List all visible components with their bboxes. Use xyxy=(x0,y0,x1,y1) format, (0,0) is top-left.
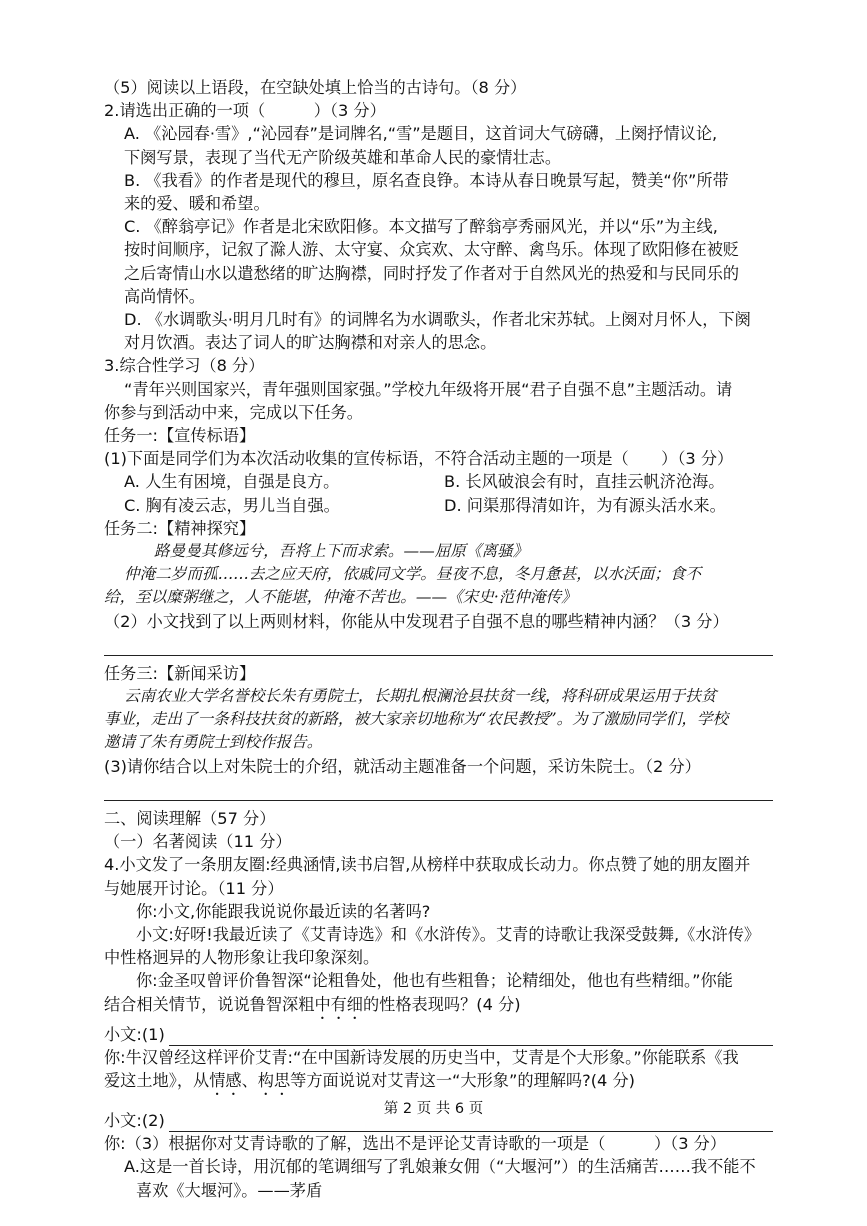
material-2-line2: 给，至以糜粥继之，人不能堪，仲淹不苦也。——《宋史·范仲淹传》 xyxy=(104,588,577,607)
section-2-title: 二、阅读理解（57 分） xyxy=(104,808,276,828)
q2-option-a-line2: 下阕写景，表现了当代无产阶级英雄和革命人民的豪情壮志。 xyxy=(124,147,562,167)
q4-3-option-a-line2: 喜欢《大堰河》。——茅盾 xyxy=(136,1180,323,1200)
q2-option-c-line4: 高尚情怀。 xyxy=(124,286,205,306)
task-2-answer-line[interactable] xyxy=(104,633,773,656)
dialogue-1: 你:小文,你能跟我说说你最近读的名著吗? xyxy=(136,901,431,921)
task-3-question: (3)请你结合以上对朱院士的介绍，就活动主题准备一个问题，采访朱院士。（2 分） xyxy=(104,756,701,776)
question-4-3-stem: 你:（3）根据你对艾青诗歌的了解，选出不是评论艾青诗歌的一项是（ ）（3 分） xyxy=(104,1134,727,1154)
dialogue-3-line2 xyxy=(104,993,773,1023)
answer-2-label: 小文:(2) xyxy=(104,1110,165,1130)
q2-option-b-line2: 来的爱、暖和希望。 xyxy=(124,194,270,214)
material-2-line1: 仲淹二岁而孤……去之应天府，依戚同文学。昼夜不息，冬月惫甚，以水沃面；食不 xyxy=(124,565,701,584)
q3-intro-line1: “青年兴则国家兴，青年强则国家强。”学校九年级将开展“君子自强不息”主题活动。请 xyxy=(124,379,733,399)
dialogue-4-line2 xyxy=(104,1069,773,1099)
q3-intro-line2: 你参与到活动中来，完成以下任务。 xyxy=(104,402,363,422)
news-line2: 事业，走出了一条科技扶贫的新路，被大家亲切地称为“农民教授”。为了激励同学们，学校 xyxy=(104,710,729,729)
question-2-stem: 2.请选出正确的一项（ ）（3 分） xyxy=(104,101,386,121)
page-footer: 第 2 页 共 6 页 xyxy=(383,1101,484,1117)
dialogue-3-text: 结合相关情节，说说鲁智深粗 xyxy=(104,994,315,1014)
task-1-option-a: A. 人生有困境，自强是良方。 xyxy=(124,472,340,492)
answer-1-row xyxy=(104,1023,773,1046)
emphasis-structure: 构思 xyxy=(257,1070,291,1090)
task-1-options-row2 xyxy=(104,494,773,517)
q2-option-a-line1: A. 《沁园春·雪》,“沁园春”是词牌名,“雪”是题目，这首词大气磅礴，上阕抒情议论, xyxy=(124,124,718,144)
q2-option-b-line1: B. 《我看》的作者是现代的穆旦，原名查良铮。本诗从春日晚景写起，赞美“你”所带 xyxy=(124,170,729,190)
task-1-option-d: D. 问渠那得清如许，为有源头活水来。 xyxy=(444,495,726,515)
dialogue-2-line1: 小文:好呀!我最近读了《艾青诗选》和《水浒传》。艾青的诗歌让我深受鼓舞,《水浒传》 xyxy=(136,924,761,944)
news-line3: 邀请了朱有勇院士到校作报告。 xyxy=(104,733,323,752)
q2-option-c-line3: 之后寄情山水以遣愁绪的旷达胸襟，同时抒发了作者对于自然风光的热爱和与民同乐的 xyxy=(124,263,740,283)
emphasis-text: 中有细 xyxy=(314,994,363,1014)
q4-3-option-a-line1: A.这是一首长诗，用沉郁的笔调细写了乳娘兼女佣（“大堰河”）的生活痛苦……我不能不 xyxy=(124,1157,756,1177)
task-1-options-row1 xyxy=(104,470,773,493)
task-3-answer-line[interactable] xyxy=(104,778,773,801)
dialogue-4-sep: 、 xyxy=(241,1070,258,1090)
answer-1-line[interactable] xyxy=(169,1026,773,1046)
task-1-option-b: B. 长风破浪会有时，直挂云帆济沧海。 xyxy=(444,472,725,492)
question-1-5: （5）阅读以上语段，在空缺处填上恰当的古诗句。（8 分） xyxy=(104,78,527,97)
q2-option-d-line1: D. 《水调歌头·明月几时有》的词牌名为水调歌头，作者北宋苏轼。上阕对月怀人，下阕 xyxy=(124,310,751,330)
news-line1: 云南农业大学名誉校长朱有勇院士，长期扎根澜沧县扶贫一线，将科研成果运用于扶贫 xyxy=(124,687,717,706)
task-1-option-c: C. 胸有凌云志，男儿当自强。 xyxy=(124,495,340,515)
q2-option-d-line2: 对月饮酒。表达了词人的旷达胸襟和对亲人的思念。 xyxy=(124,333,497,353)
dialogue-3-text-end: 的性格表现吗？(4 分) xyxy=(363,994,521,1014)
material-1: 路曼曼其修远兮，吾将上下而求索。——屈原《离骚》 xyxy=(154,542,529,561)
question-4-line2: 与她展开讨论。（11 分） xyxy=(104,878,284,898)
dialogue-4-line1: 你:牛汉曾经这样评价艾青:“在中国新诗发展的历史当中，艾青是个大形象。”你能联系《我 xyxy=(104,1047,739,1067)
question-4-line1: 4.小文发了一条朋友圈:经典涵情,读书启智,从榜样中获取成长动力。你点赞了她的朋友圈并 xyxy=(104,855,751,875)
q2-option-c-line1: C. 《醉翁亭记》作者是北宋欧阳修。本文描写了醉翁亭秀丽风光，并以“乐”为主线, xyxy=(124,217,718,237)
answer-1-label: 小文:(1) xyxy=(104,1024,165,1044)
emphasis-emotion: 情感 xyxy=(209,1070,242,1090)
task-3-heading: 任务三:【新闻采访】 xyxy=(104,663,256,683)
q2-option-c-line2: 按时间顺序，记叙了滁人游、太守宴、众宾欢、太守醉、禽鸟乐。体现了欧阳修在被贬 xyxy=(124,240,740,260)
dialogue-3-line1: 你:金圣叹曾评价鲁智深“论粗鲁处，他也有些粗鲁；论精细处，他也有些精细。”你能 xyxy=(136,971,733,991)
dialogue-4-text-end: 等方面说说对艾青这一“大形象”的理解吗?(4 分) xyxy=(290,1070,635,1090)
task-1-heading: 任务一:【宣传标语】 xyxy=(104,426,256,446)
section-2-sub-1: （一）名著阅读（11 分） xyxy=(104,832,292,852)
task-2-heading: 任务二:【精神探究】 xyxy=(104,518,256,538)
task-2-question: （2）小文找到了以上两则材料，你能从中发现君子自强不息的哪些精神内涵？（3 分） xyxy=(104,611,729,631)
dialogue-2-line2: 中性格迥异的人物形象让我印象深刻。 xyxy=(104,948,380,968)
question-3-title: 3.综合性学习（8 分） xyxy=(104,356,265,376)
dialogue-4-text: 爱这土地》，从 xyxy=(104,1070,210,1090)
task-1-question: (1)下面是同学们为本次活动收集的宣传标语，不符合活动主题的一项是（ ）（3 分） xyxy=(104,449,734,469)
